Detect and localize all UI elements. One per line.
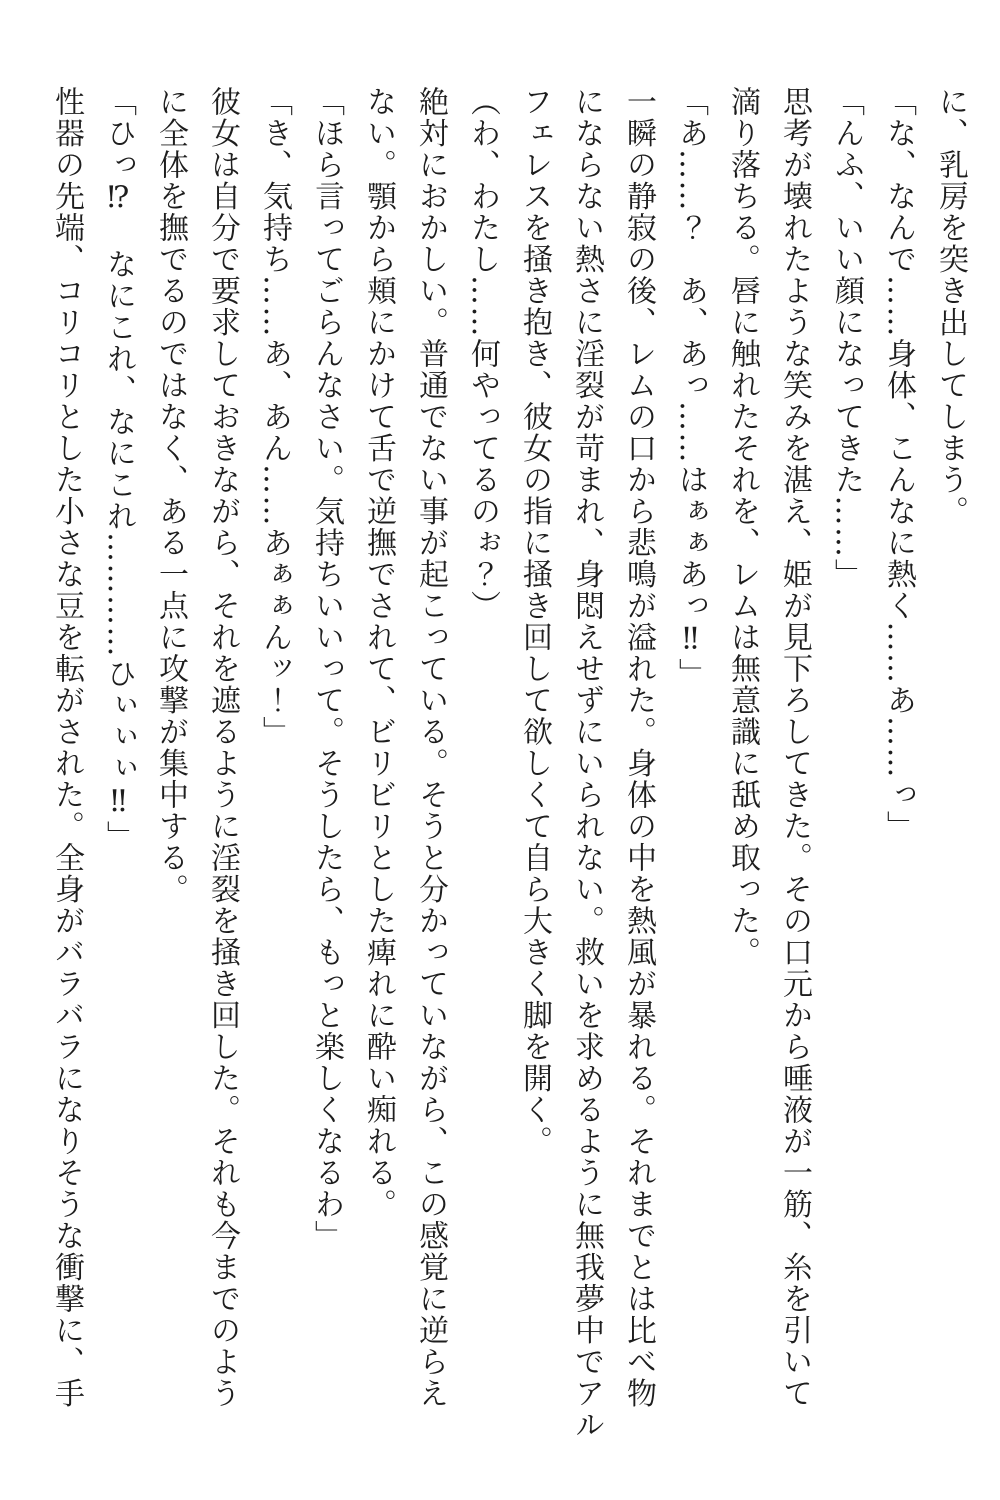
text-line: 「ひっ⁉ なにこれ、なにこれ…………ひぃぃぃ‼」 xyxy=(101,86,136,852)
text-line: 「ほら言ってごらんなさい。気持ちいいって。そうしたら、もっと楽しくなるわ」 xyxy=(309,86,344,1252)
text-line: 一瞬の静寂の後、レムの口から悲鳴が溢れた。身体の中を熱風が暴れる。それまでとは比べ物 xyxy=(621,86,656,1409)
text-line: 滴り落ちる。唇に触れたそれを、レムは無意識に舐め取った。 xyxy=(725,86,760,968)
text-line: に、乳房を突き出してしまう。 xyxy=(933,86,968,527)
text-line: 絶対におかしい。普通でない事が起こっている。そうと分かっていながら、この感覚に逆らえ xyxy=(413,86,448,1409)
text-line: 「な、なんで……身体、こんなに熱く……あ……っ」 xyxy=(881,86,916,842)
text-line: 「あ……？ あ、あっ……はぁぁあっ‼」 xyxy=(673,86,708,690)
text-line: ない。顎から頬にかけて舌で逆撫でされて、ビリビリとした痺れに酔い痴れる。 xyxy=(361,86,396,1220)
text-line: 「き、気持ち……あ、あん……あぁぁんッ！」 xyxy=(257,86,292,748)
text-line: フェレスを掻き抱き、彼女の指に掻き回して欲しくて自ら大きく脚を開く。 xyxy=(517,86,552,1157)
text-line: 「んふ、いい顔になってきた……」 xyxy=(829,86,864,590)
vertical-text-block xyxy=(40,86,976,1441)
text-line: （わ、わたし……何やってるのぉ？） xyxy=(465,86,500,622)
text-line: 性器の先端、コリコリとした小さな豆を転がされた。全身がバラバラになりそうな衝撃に、手 xyxy=(49,86,84,1409)
text-line: 彼女は自分で要求しておきながら、それを遮るように淫裂を掻き回した。それも今までのよう xyxy=(205,86,240,1409)
text-line: にならない熱さに淫裂が苛まれ、身悶えせずにいられない。救いを求めるように無我夢中でアル xyxy=(569,86,604,1441)
text-line: 思考が壊れたような笑みを湛え、姫が見下ろしてきた。その口元から唾液が一筋、糸を引いて xyxy=(777,86,812,1409)
text-line: に全体を撫でるのではなく、ある一点に攻撃が集中する。 xyxy=(153,86,188,905)
